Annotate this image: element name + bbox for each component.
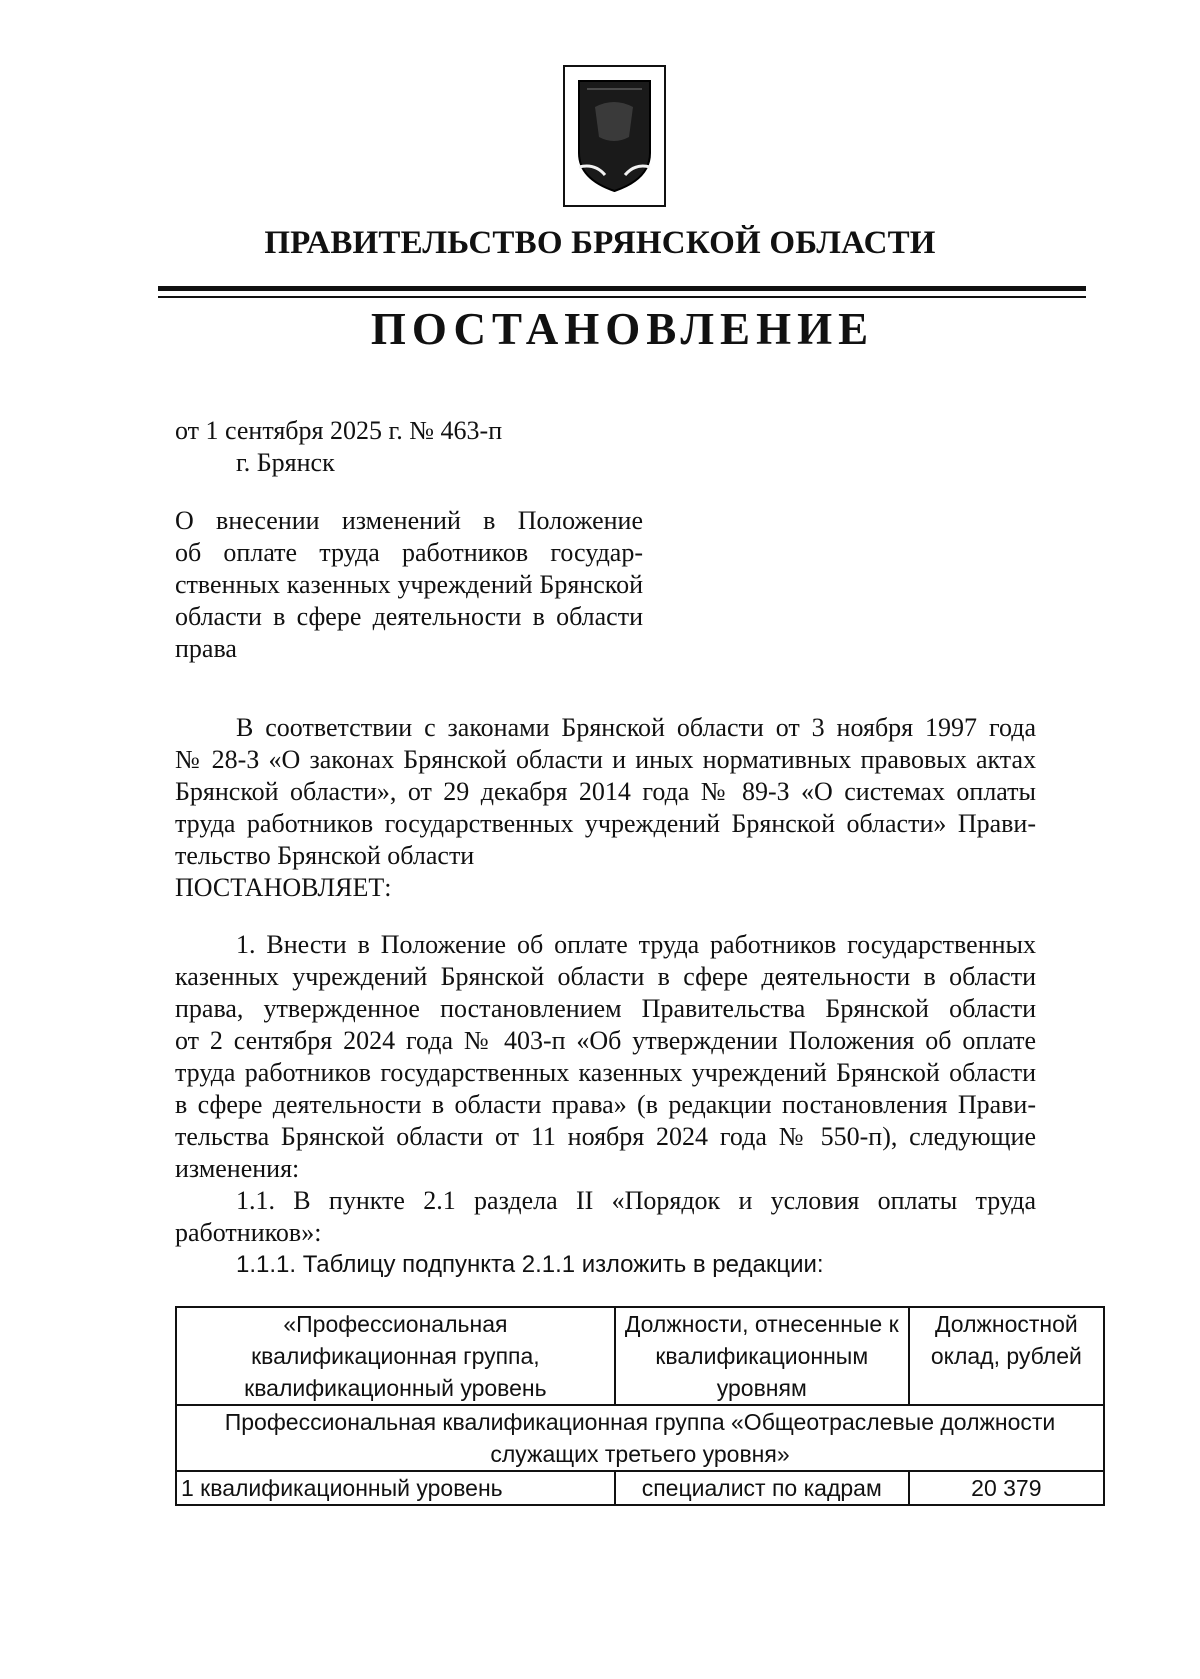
coat-of-arms <box>563 65 666 207</box>
clause-line: права, утвержденное постановлением Правительства Брянской области <box>175 994 1036 1023</box>
subject-line: права <box>175 634 237 663</box>
table-row <box>176 1471 1104 1505</box>
subject-line: об оплате труда работников государ- <box>175 538 643 567</box>
clause-line: от 2 сентября 2024 года № 403-п «Об утверждении Положения об оплате <box>175 1026 1036 1055</box>
preamble-line: № 28-З «О законах Брянской области и иных нормативных правовых актах <box>175 745 1036 774</box>
preamble-line: тельство Брянской области <box>175 841 475 870</box>
table-cell: 20 379 <box>909 1471 1104 1505</box>
table-header-row <box>176 1307 1104 1405</box>
clause-line: изменения: <box>175 1154 300 1183</box>
preamble-line: В соответствии с законами Брянской области от 3 ноября 1997 года <box>236 713 1036 742</box>
table-group-title: Профессиональная квалификационная группа «Общеотраслевые должности служащих третьего уровня» <box>176 1405 1104 1471</box>
table-header-cell: «Профессиональная квалификационная группа, квалификационный уровень <box>176 1307 615 1405</box>
table-cell: специалист по кадрам <box>615 1471 909 1505</box>
table-cell: 1 квалификационный уровень <box>176 1471 615 1505</box>
clause-line: в сфере деятельности в области права» (в редакции постановления Прави- <box>175 1090 1036 1119</box>
coat-of-arms-icon <box>565 67 664 205</box>
header-rule-thin <box>158 296 1086 298</box>
salary-table <box>175 1306 1105 1506</box>
preamble-line: труда работников государственных учреждений Брянской области» Прави- <box>175 809 1036 838</box>
clause-line: тельства Брянской области от 11 ноября 2024 года № 550-п), следующие <box>175 1122 1036 1151</box>
table-header-cell: Должности, отнесенные к квалификационным уровням <box>615 1307 909 1405</box>
subject-line: ственных казенных учреждений Брянской <box>175 570 643 599</box>
document-city: г. Брянск <box>236 448 335 477</box>
header-rule-thick <box>158 286 1086 291</box>
clause-line: работников»: <box>175 1218 322 1247</box>
issuing-authority: ПРАВИТЕЛЬСТВО БРЯНСКОЙ ОБЛАСТИ <box>264 225 936 261</box>
clause-line: 1. Внести в Положение об оплате труда работников государственных <box>236 930 1036 959</box>
clause-line: казенных учреждений Брянской области в сфере деятельности в области <box>175 962 1036 991</box>
subject-line: О внесении изменений в Положение <box>175 506 643 535</box>
table-header-cell: Должностной оклад, рублей <box>909 1307 1104 1405</box>
resolves-keyword: ПОСТАНОВЛЯЕТ: <box>175 873 392 902</box>
table-group-row <box>176 1405 1104 1471</box>
document-date-number: от 1 сентября 2025 г. № 463-п <box>175 416 503 445</box>
clause-line: труда работников государственных казенных учреждений Брянской области <box>175 1058 1036 1087</box>
clause-1-1-1: 1.1.1. Таблицу подпункта 2.1.1 изложить в редакции: <box>236 1251 824 1278</box>
clause-line: 1.1. В пункте 2.1 раздела II «Порядок и условия оплаты труда <box>236 1186 1036 1215</box>
preamble-line: Брянской области», от 29 декабря 2014 года № 89-З «О системах оплаты <box>175 777 1036 806</box>
subject-line: области в сфере деятельности в области <box>175 602 643 631</box>
document-type-title: ПОСТАНОВЛЕНИЕ <box>370 304 875 354</box>
